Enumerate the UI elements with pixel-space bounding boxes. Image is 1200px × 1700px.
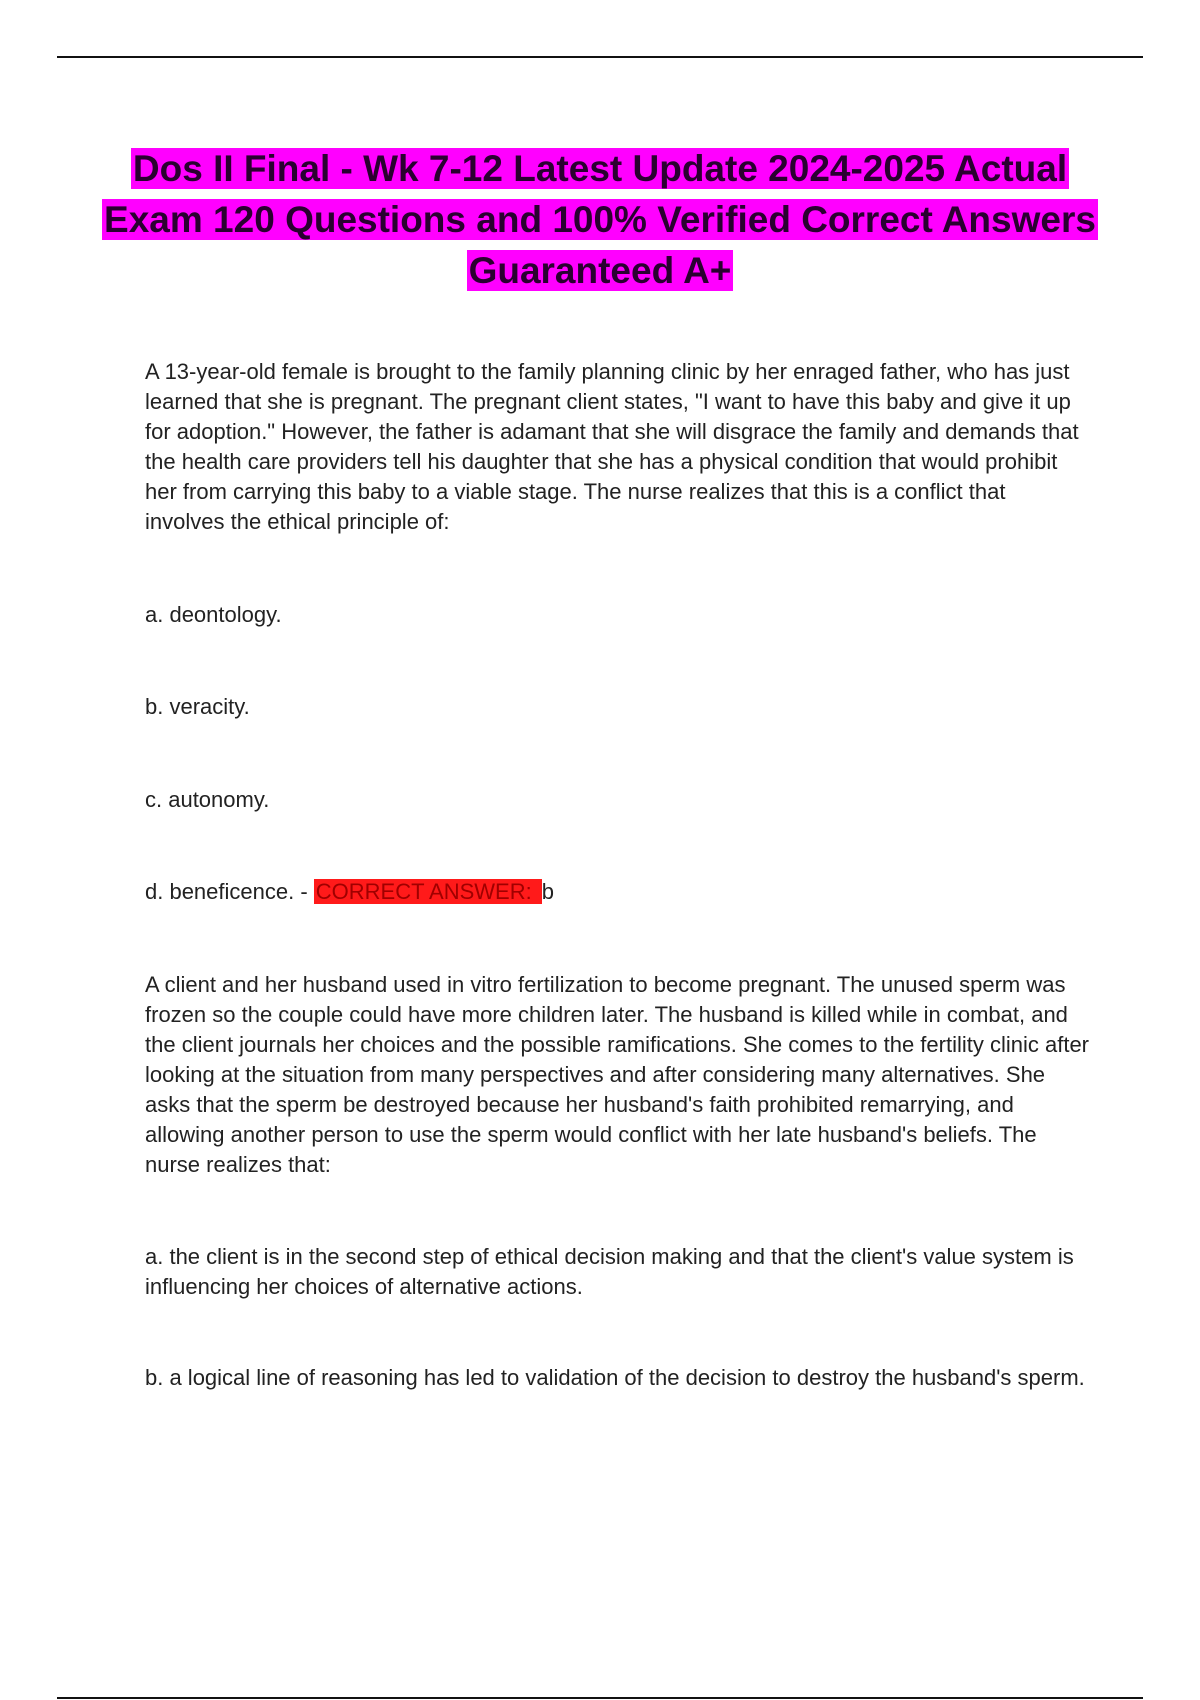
top-rule <box>57 56 1143 58</box>
correct-answer-value: b <box>541 879 554 904</box>
question-1-stem: A 13-year-old female is brought to the family planning clinic by her enraged father, who has just learned that she is pregnant. The pregnant client states, "I want to have this baby and give it up for adoption." However, the father is adamant that she will disgrace the family and demands that the health care providers tell his daughter that she has a physical condition that would prohibit her from carrying this baby to a viable stage. The nurse realizes that this is a conflict that involves the ethical principle of: <box>145 359 1079 534</box>
bottom-rule <box>57 1697 1143 1699</box>
question-2-option-a: a. the client is in the second step of ethical decision making and that the client's value system is influencing her choices of alternative actions. <box>145 1244 1074 1299</box>
title-text: Dos II Final - Wk 7-12 Latest Update 2024-2025 Actual Exam 120 Questions and 100% Verified Correct Answers Guaranteed A+ <box>104 148 1096 291</box>
document-title <box>100 143 1100 296</box>
question-2-stem: A client and her husband used in vitro fertilization to become pregnant. The unused sperm was frozen so the couple could have more children later. The husband is killed while in combat, and the client journals her choices and the possible ramifications. She comes to the fertility clinic after looking at the situation from many perspectives and after considering many alternatives. She asks that the sperm be destroyed because her husband's faith prohibited remarrying, and allowing another person to use the sperm would conflict with her late husband's beliefs. The nurse realizes that: <box>145 972 1090 1177</box>
correct-answer-label: CORRECT ANSWER: <box>314 879 542 904</box>
question-1-option-c: c. autonomy. <box>145 787 270 812</box>
question-1-option-a: a. deontology. <box>145 602 282 627</box>
question-1-option-b: b. veracity. <box>145 694 250 719</box>
question-1-option-d-row <box>145 877 1090 907</box>
question-2-option-b: b. a logical line of reasoning has led to validation of the decision to destroy the husband's sperm. <box>145 1365 1085 1390</box>
question-1-option-d: d. beneficence. - <box>145 879 314 904</box>
